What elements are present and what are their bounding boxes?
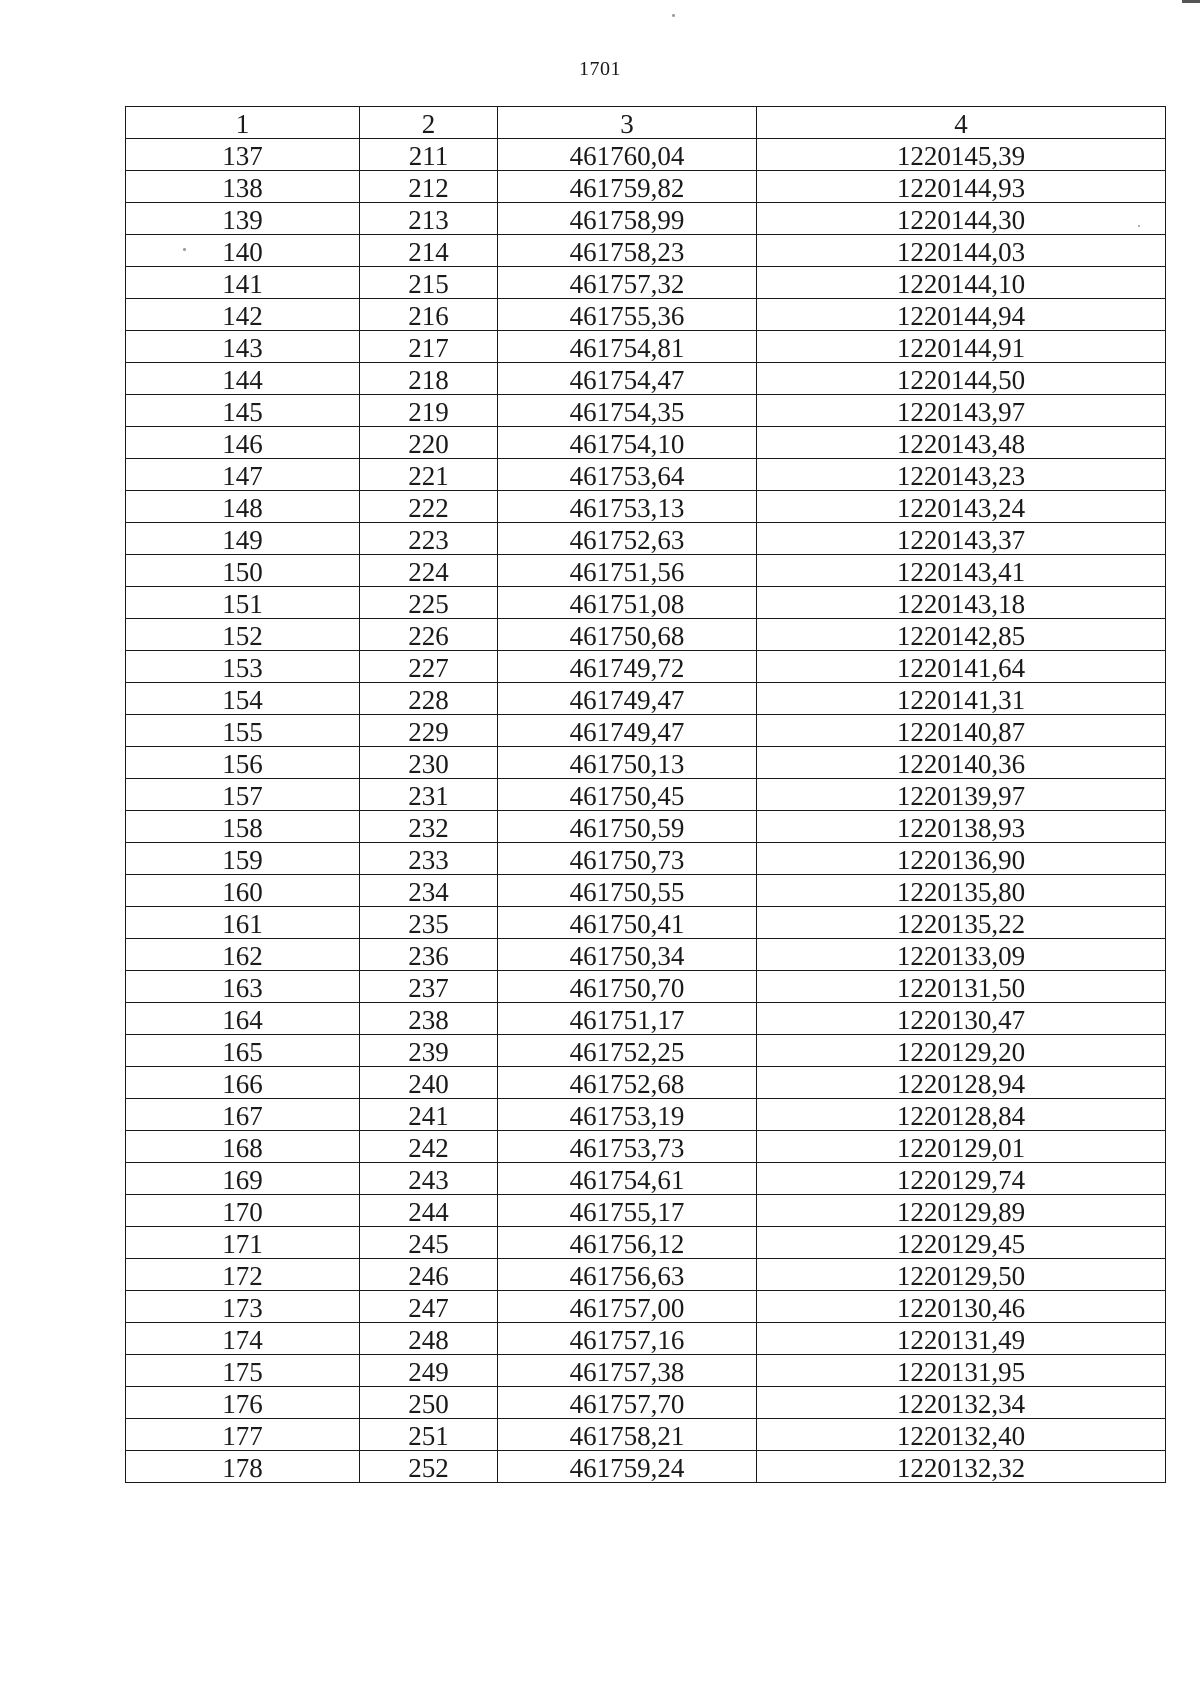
table-cell-col-3: 461754,61 <box>498 1163 757 1195</box>
table-row <box>126 971 1166 1003</box>
table-row <box>126 715 1166 747</box>
table-cell-col-2: 230 <box>360 747 498 779</box>
table-cell-col-1: 151 <box>126 587 360 619</box>
table-cell-col-2: 212 <box>360 171 498 203</box>
table-cell-col-2: 240 <box>360 1067 498 1099</box>
table-cell-col-2: 242 <box>360 1131 498 1163</box>
table-row <box>126 843 1166 875</box>
table-cell-col-4: 1220141,31 <box>757 683 1166 715</box>
table-cell-col-1: 178 <box>126 1451 360 1483</box>
table-cell-col-3: 461755,36 <box>498 299 757 331</box>
table-cell-col-1: 167 <box>126 1099 360 1131</box>
table-cell-col-2: 225 <box>360 587 498 619</box>
table-header-row <box>126 107 1166 139</box>
table-cell-col-4: 1220129,20 <box>757 1035 1166 1067</box>
table-cell-col-4: 1220144,30 <box>757 203 1166 235</box>
table-row <box>126 1451 1166 1483</box>
table-cell-col-4: 1220144,03 <box>757 235 1166 267</box>
table-cell-col-3: 461757,16 <box>498 1323 757 1355</box>
table-cell-col-3: 461753,13 <box>498 491 757 523</box>
table-cell-col-1: 168 <box>126 1131 360 1163</box>
table-cell-col-3: 461757,00 <box>498 1291 757 1323</box>
table-cell-col-2: 250 <box>360 1387 498 1419</box>
coordinate-table <box>125 106 1166 1483</box>
table-row <box>126 1099 1166 1131</box>
table-cell-col-3: 461750,55 <box>498 875 757 907</box>
table-row <box>126 523 1166 555</box>
table-cell-col-3: 461749,47 <box>498 683 757 715</box>
table-cell-col-1: 143 <box>126 331 360 363</box>
table-cell-col-4: 1220144,10 <box>757 267 1166 299</box>
table-cell-col-4: 1220129,01 <box>757 1131 1166 1163</box>
table-row <box>126 459 1166 491</box>
table-cell-col-2: 239 <box>360 1035 498 1067</box>
table-row <box>126 1227 1166 1259</box>
table-cell-col-1: 141 <box>126 267 360 299</box>
table-cell-col-3: 461754,47 <box>498 363 757 395</box>
page-number: 1701 <box>579 58 621 80</box>
table-cell-col-1: 161 <box>126 907 360 939</box>
table-row <box>126 427 1166 459</box>
table-cell-col-1: 171 <box>126 1227 360 1259</box>
table-cell-col-4: 1220143,24 <box>757 491 1166 523</box>
table-cell-col-4: 1220131,49 <box>757 1323 1166 1355</box>
table-row <box>126 1131 1166 1163</box>
table-cell-col-3: 461759,24 <box>498 1451 757 1483</box>
table-cell-col-1: 149 <box>126 523 360 555</box>
table-cell-col-3: 461752,63 <box>498 523 757 555</box>
table-cell-col-2: 248 <box>360 1323 498 1355</box>
table-cell-col-3: 461757,32 <box>498 267 757 299</box>
table-cell-col-3: 461750,45 <box>498 779 757 811</box>
table-cell-col-3: 461758,21 <box>498 1419 757 1451</box>
table-cell-col-1: 175 <box>126 1355 360 1387</box>
table-cell-col-4: 1220140,87 <box>757 715 1166 747</box>
table-cell-col-3: 461749,72 <box>498 651 757 683</box>
table-cell-col-4: 1220130,46 <box>757 1291 1166 1323</box>
table-cell-col-2: 228 <box>360 683 498 715</box>
table-row <box>126 1163 1166 1195</box>
table-cell-col-3: 461752,68 <box>498 1067 757 1099</box>
table-cell-col-2: 234 <box>360 875 498 907</box>
table-cell-col-4: 1220135,80 <box>757 875 1166 907</box>
table-cell-col-2: 222 <box>360 491 498 523</box>
table-cell-col-2: 213 <box>360 203 498 235</box>
table-cell-col-2: 232 <box>360 811 498 843</box>
table-cell-col-1: 176 <box>126 1387 360 1419</box>
table-cell-col-3: 461758,23 <box>498 235 757 267</box>
table-row <box>126 1003 1166 1035</box>
table-row <box>126 395 1166 427</box>
table-cell-col-4: 1220128,94 <box>757 1067 1166 1099</box>
table-cell-col-1: 150 <box>126 555 360 587</box>
table-row <box>126 683 1166 715</box>
table-cell-col-1: 164 <box>126 1003 360 1035</box>
table-cell-col-2: 217 <box>360 331 498 363</box>
table-cell-col-1: 145 <box>126 395 360 427</box>
table-cell-col-1: 142 <box>126 299 360 331</box>
table-row <box>126 939 1166 971</box>
table-row <box>126 1291 1166 1323</box>
table-cell-col-3: 461758,99 <box>498 203 757 235</box>
table-cell-col-1: 139 <box>126 203 360 235</box>
table-cell-col-1: 140 <box>126 235 360 267</box>
table-cell-col-3: 461750,59 <box>498 811 757 843</box>
table-cell-col-4: 1220143,37 <box>757 523 1166 555</box>
column-header-1: 1 <box>126 107 360 139</box>
table-row <box>126 491 1166 523</box>
table-cell-col-1: 173 <box>126 1291 360 1323</box>
table-cell-col-4: 1220130,47 <box>757 1003 1166 1035</box>
table-cell-col-4: 1220143,41 <box>757 555 1166 587</box>
table-row <box>126 139 1166 171</box>
table-cell-col-3: 461754,35 <box>498 395 757 427</box>
table-cell-col-2: 221 <box>360 459 498 491</box>
table-row <box>126 1067 1166 1099</box>
table-row <box>126 875 1166 907</box>
table-cell-col-2: 220 <box>360 427 498 459</box>
table-cell-col-1: 172 <box>126 1259 360 1291</box>
table-row <box>126 267 1166 299</box>
table-cell-col-1: 170 <box>126 1195 360 1227</box>
table-cell-col-1: 147 <box>126 459 360 491</box>
table-cell-col-3: 461751,08 <box>498 587 757 619</box>
table-cell-col-2: 243 <box>360 1163 498 1195</box>
table-cell-col-2: 216 <box>360 299 498 331</box>
table-cell-col-4: 1220144,50 <box>757 363 1166 395</box>
table-cell-col-2: 229 <box>360 715 498 747</box>
table-cell-col-1: 146 <box>126 427 360 459</box>
table-cell-col-2: 214 <box>360 235 498 267</box>
table-cell-col-2: 224 <box>360 555 498 587</box>
table-cell-col-3: 461756,12 <box>498 1227 757 1259</box>
table-cell-col-2: 211 <box>360 139 498 171</box>
table-cell-col-1: 165 <box>126 1035 360 1067</box>
table-row <box>126 555 1166 587</box>
table-cell-col-1: 156 <box>126 747 360 779</box>
table-cell-col-4: 1220140,36 <box>757 747 1166 779</box>
table-cell-col-4: 1220129,74 <box>757 1163 1166 1195</box>
table-cell-col-2: 237 <box>360 971 498 1003</box>
table-cell-col-4: 1220143,23 <box>757 459 1166 491</box>
table-row <box>126 299 1166 331</box>
table-cell-col-4: 1220133,09 <box>757 939 1166 971</box>
table-cell-col-1: 158 <box>126 811 360 843</box>
table-cell-col-3: 461750,68 <box>498 619 757 651</box>
table-cell-col-4: 1220144,93 <box>757 171 1166 203</box>
table-cell-col-4: 1220132,40 <box>757 1419 1166 1451</box>
table-cell-col-3: 461750,41 <box>498 907 757 939</box>
table-row <box>126 235 1166 267</box>
table-cell-col-1: 160 <box>126 875 360 907</box>
table-cell-col-2: 247 <box>360 1291 498 1323</box>
table-cell-col-4: 1220143,18 <box>757 587 1166 619</box>
table-cell-col-3: 461759,82 <box>498 171 757 203</box>
table-row <box>126 1387 1166 1419</box>
table-cell-col-3: 461756,63 <box>498 1259 757 1291</box>
table-cell-col-2: 218 <box>360 363 498 395</box>
table-cell-col-1: 174 <box>126 1323 360 1355</box>
table-cell-col-3: 461755,17 <box>498 1195 757 1227</box>
table-cell-col-2: 226 <box>360 619 498 651</box>
table-cell-col-2: 219 <box>360 395 498 427</box>
table-cell-col-2: 238 <box>360 1003 498 1035</box>
table-cell-col-4: 1220141,64 <box>757 651 1166 683</box>
table-cell-col-4: 1220145,39 <box>757 139 1166 171</box>
table-row <box>126 1195 1166 1227</box>
table-cell-col-3: 461760,04 <box>498 139 757 171</box>
table-cell-col-1: 163 <box>126 971 360 1003</box>
table-row <box>126 331 1166 363</box>
table-cell-col-1: 154 <box>126 683 360 715</box>
table-cell-col-4: 1220143,48 <box>757 427 1166 459</box>
table-row <box>126 1355 1166 1387</box>
column-header-4: 4 <box>757 107 1166 139</box>
table-cell-col-4: 1220129,45 <box>757 1227 1166 1259</box>
table-cell-col-2: 223 <box>360 523 498 555</box>
table-row <box>126 171 1166 203</box>
table-cell-col-3: 461750,13 <box>498 747 757 779</box>
table-cell-col-4: 1220139,97 <box>757 779 1166 811</box>
table-row <box>126 747 1166 779</box>
table-cell-col-4: 1220132,34 <box>757 1387 1166 1419</box>
table-cell-col-3: 461751,56 <box>498 555 757 587</box>
table-cell-col-3: 461754,81 <box>498 331 757 363</box>
table-cell-col-4: 1220131,95 <box>757 1355 1166 1387</box>
table-cell-col-4: 1220143,97 <box>757 395 1166 427</box>
scan-speck <box>672 14 675 17</box>
table-row <box>126 1259 1166 1291</box>
scan-corner-mark <box>1182 0 1200 3</box>
table-cell-col-4: 1220144,94 <box>757 299 1166 331</box>
table-cell-col-3: 461757,38 <box>498 1355 757 1387</box>
table-row <box>126 1323 1166 1355</box>
table-cell-col-1: 153 <box>126 651 360 683</box>
table-cell-col-2: 251 <box>360 1419 498 1451</box>
table-cell-col-1: 157 <box>126 779 360 811</box>
table-cell-col-1: 159 <box>126 843 360 875</box>
table-cell-col-2: 241 <box>360 1099 498 1131</box>
table-cell-col-2: 236 <box>360 939 498 971</box>
table-cell-col-4: 1220138,93 <box>757 811 1166 843</box>
column-header-2: 2 <box>360 107 498 139</box>
table-cell-col-4: 1220131,50 <box>757 971 1166 1003</box>
table-cell-col-4: 1220129,50 <box>757 1259 1166 1291</box>
table-cell-col-3: 461750,34 <box>498 939 757 971</box>
table-row <box>126 907 1166 939</box>
table-cell-col-4: 1220135,22 <box>757 907 1166 939</box>
table-cell-col-2: 244 <box>360 1195 498 1227</box>
table-cell-col-3: 461753,64 <box>498 459 757 491</box>
table-cell-col-1: 148 <box>126 491 360 523</box>
table-cell-col-2: 249 <box>360 1355 498 1387</box>
table-row <box>126 779 1166 811</box>
table-cell-col-1: 162 <box>126 939 360 971</box>
table-cell-col-4: 1220132,32 <box>757 1451 1166 1483</box>
table-cell-col-1: 137 <box>126 139 360 171</box>
table-row <box>126 651 1166 683</box>
table-cell-col-2: 231 <box>360 779 498 811</box>
table-row <box>126 811 1166 843</box>
table-cell-col-2: 233 <box>360 843 498 875</box>
table-cell-col-3: 461752,25 <box>498 1035 757 1067</box>
table-cell-col-3: 461750,73 <box>498 843 757 875</box>
table-cell-col-4: 1220142,85 <box>757 619 1166 651</box>
table-row <box>126 363 1166 395</box>
table-cell-col-4: 1220129,89 <box>757 1195 1166 1227</box>
table-row <box>126 203 1166 235</box>
table-cell-col-4: 1220128,84 <box>757 1099 1166 1131</box>
table-cell-col-3: 461750,70 <box>498 971 757 1003</box>
table-cell-col-4: 1220144,91 <box>757 331 1166 363</box>
table-cell-col-1: 144 <box>126 363 360 395</box>
table-cell-col-2: 252 <box>360 1451 498 1483</box>
table-cell-col-1: 169 <box>126 1163 360 1195</box>
table-cell-col-3: 461749,47 <box>498 715 757 747</box>
table-cell-col-1: 166 <box>126 1067 360 1099</box>
table-cell-col-1: 152 <box>126 619 360 651</box>
table-cell-col-3: 461753,73 <box>498 1131 757 1163</box>
table-cell-col-2: 215 <box>360 267 498 299</box>
table-cell-col-3: 461757,70 <box>498 1387 757 1419</box>
table-cell-col-2: 246 <box>360 1259 498 1291</box>
table-cell-col-2: 227 <box>360 651 498 683</box>
column-header-3: 3 <box>498 107 757 139</box>
table-cell-col-1: 177 <box>126 1419 360 1451</box>
table-cell-col-2: 235 <box>360 907 498 939</box>
table-cell-col-1: 155 <box>126 715 360 747</box>
table-row <box>126 619 1166 651</box>
table-cell-col-1: 138 <box>126 171 360 203</box>
table-cell-col-3: 461754,10 <box>498 427 757 459</box>
table-cell-col-4: 1220136,90 <box>757 843 1166 875</box>
table-row <box>126 1035 1166 1067</box>
table-row <box>126 587 1166 619</box>
table-cell-col-2: 245 <box>360 1227 498 1259</box>
table-cell-col-3: 461751,17 <box>498 1003 757 1035</box>
table-body <box>126 139 1166 1483</box>
table-cell-col-3: 461753,19 <box>498 1099 757 1131</box>
table-row <box>126 1419 1166 1451</box>
